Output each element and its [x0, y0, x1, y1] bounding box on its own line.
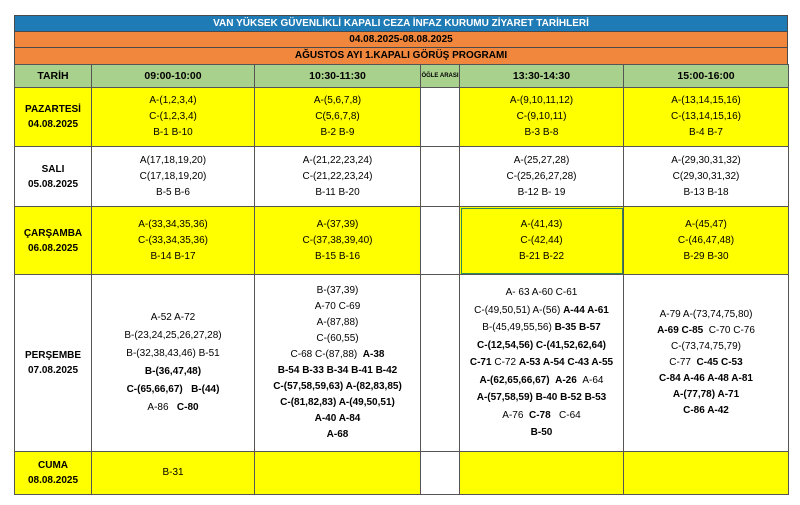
visit-schedule — [14, 15, 788, 495]
visit-group: C-(81,82,83) A-(49,50,51) — [280, 397, 395, 408]
visit-group: C(17,18,19,20) — [139, 170, 207, 182]
day-date: 04.08.2025 — [27, 119, 79, 130]
visit-group: C(29,30,31,32) — [672, 170, 740, 182]
day-date: 06.08.2025 — [27, 242, 79, 254]
slot-thursday-1 — [92, 275, 255, 452]
day-date: 05.08.2025 — [27, 178, 79, 190]
slot-monday-2 — [255, 88, 421, 147]
slot-thursday-2 — [255, 275, 421, 452]
slot-wednesday-2 — [255, 207, 421, 275]
visit-group: A-(9,10,11,12) — [509, 95, 574, 106]
day-tuesday — [15, 147, 92, 207]
visit-group: A- 63 A-60 C-61 — [505, 287, 578, 299]
visit-group: B-(32,38,43,46) B-51 — [126, 348, 220, 359]
slot-thursday-4 — [624, 275, 789, 452]
day-thursday — [15, 275, 92, 452]
visit-group: C-(46,47,48) — [677, 234, 735, 246]
visit-group: C-(12,54,56) C-(41,52,62,64) — [477, 339, 606, 351]
visit-group: A-79 A-(73,74,75,80) — [659, 309, 753, 320]
lunch-break-cell — [421, 88, 460, 147]
header-date: TARİH — [15, 65, 92, 88]
day-date: 08.08.2025 — [27, 475, 79, 486]
lunch-break-cell — [421, 147, 460, 207]
visit-group: B-54 B-33 B-34 B-41 B-42 — [277, 365, 398, 376]
visit-group: C-(37,38,39,40) — [302, 234, 373, 246]
header-slot-2: 10:30-11:30 — [255, 65, 421, 88]
visit-group: A-(5,6,7,8) — [313, 95, 362, 106]
slot-monday-1 — [92, 88, 255, 147]
slot-friday-4 — [624, 452, 789, 495]
visit-group: A-(77,78) A-71 — [672, 389, 740, 400]
visit-group: C-(73,74,75,79) — [670, 341, 742, 352]
visit-group: C-(21,22,23,24) — [302, 170, 373, 182]
visit-group: A-(62,65,66,67) — [479, 374, 550, 386]
visit-group: A-(29,30,31,32) — [671, 154, 741, 166]
lunch-break-cell — [421, 452, 460, 495]
slot-friday-2 — [255, 452, 421, 495]
row-tuesday — [15, 147, 789, 207]
header-lunch-break: ÖĞLE ARASI — [421, 65, 460, 88]
slot-friday-3 — [460, 452, 624, 495]
day-monday — [15, 88, 92, 147]
visit-group: B-1 B-10 — [153, 127, 193, 138]
slot-tuesday-2 — [255, 147, 421, 207]
visit-group: C-80 — [176, 402, 199, 413]
day-friday — [15, 452, 92, 495]
slot-thursday-3 — [460, 275, 624, 452]
visit-group: C-(42,44) — [520, 234, 563, 246]
visit-group: C-(33,34,35,36) — [137, 234, 209, 246]
slot-tuesday-3 — [460, 147, 624, 207]
visit-group: A-(37,39) — [316, 218, 359, 230]
visit-group: C-45 C-53 — [696, 357, 743, 368]
visit-group: A-76 — [502, 409, 524, 421]
day-wednesday — [15, 207, 92, 275]
header-slot-1: 09:00-10:00 — [92, 65, 255, 88]
visit-group: C-72 — [494, 357, 517, 369]
institution-title: VAN YÜKSEK GÜVENLİKLİ KAPALI CEZA İNFAZ KURUMU ZİYARET TARİHLERİ — [14, 15, 788, 31]
visit-group: C-(57,58,59,63) A-(82,83,85) — [273, 381, 402, 392]
visit-group: B-12 B- 19 — [517, 186, 566, 198]
visit-group: B-31 — [162, 467, 184, 478]
visit-group: A-(57,58,59) B-40 B-52 B-53 — [476, 392, 607, 404]
visit-group: B-35 B-57 — [554, 322, 601, 334]
day-date: 07.08.2025 — [27, 365, 79, 376]
visit-group: A-53 A-54 C-43 A-55 — [518, 357, 614, 369]
schedule-table — [14, 64, 789, 495]
date-range: 04.08.2025-08.08.2025 — [14, 31, 788, 47]
row-friday — [15, 452, 789, 495]
visit-group: B-(45,49,55,56) — [482, 322, 552, 334]
visit-group: A-44 A-61 — [563, 304, 609, 316]
lunch-break-cell — [421, 207, 460, 275]
visit-group: B-50 — [530, 427, 553, 439]
day-name: PAZARTESİ — [25, 104, 81, 115]
visit-group: A-69 C-85 — [657, 325, 704, 336]
visit-group: B-(23,24,25,26,27,28) — [124, 330, 222, 341]
slot-friday-1 — [92, 452, 255, 495]
visit-group: B-(44) — [191, 384, 220, 395]
day-name: PERŞEMBE — [24, 350, 82, 361]
visit-group: A-(87,88) — [316, 317, 359, 328]
visit-group: C-70 C-76 — [708, 325, 755, 336]
slot-wednesday-1 — [92, 207, 255, 275]
visit-group: C-64 — [559, 409, 581, 421]
visit-group: C-(25,26,27,28) — [506, 170, 577, 182]
header-slot-3: 13:30-14:30 — [460, 65, 624, 88]
visit-group: B-3 B-8 — [524, 127, 559, 138]
visit-group: B-14 B-17 — [150, 250, 196, 262]
visit-group: A(17,18,19,20) — [139, 154, 207, 166]
visit-group: C-86 A-42 — [683, 405, 729, 416]
visit-group: A-52 A-72 — [150, 312, 196, 323]
slot-tuesday-1 — [92, 147, 255, 207]
header-slot-4: 15:00-16:00 — [624, 65, 789, 88]
day-name: CUMA — [38, 460, 68, 471]
visit-group: A-(33,34,35,36) — [138, 218, 208, 230]
slot-wednesday-4 — [624, 207, 789, 275]
slot-tuesday-4 — [624, 147, 789, 207]
visit-group: B-5 B-6 — [156, 186, 190, 198]
visit-group: C-71 — [469, 357, 492, 369]
visit-group: B-(37,39) — [316, 285, 359, 296]
visit-group: C(5,6,7,8) — [315, 111, 360, 122]
day-name: ÇARŞAMBA — [23, 227, 83, 239]
visit-group: A-(45,47) — [685, 218, 727, 230]
visit-group: B-21 B-22 — [518, 250, 565, 262]
row-thursday — [15, 275, 789, 452]
visit-group: A-86 — [147, 402, 169, 413]
visit-group: C-(13,14,15,16) — [670, 111, 742, 122]
visit-group: A-(13,14,15,16) — [671, 95, 741, 106]
visit-group: A-(41,43) — [520, 218, 563, 230]
row-monday — [15, 88, 789, 147]
visit-group: B-2 B-9 — [320, 127, 355, 138]
day-name: SALI — [41, 163, 65, 175]
row-wednesday — [15, 207, 789, 275]
visit-group: C-68 C-(87,88) — [290, 349, 358, 360]
visit-group: A-(1,2,3,4) — [149, 95, 197, 106]
visit-group: B-15 B-16 — [314, 250, 361, 262]
visit-group: A-38 — [362, 349, 385, 360]
visit-group: A-70 C-69 — [314, 301, 361, 312]
visit-group: B-11 B-20 — [315, 186, 360, 198]
visit-group: A-64 — [582, 374, 604, 386]
slot-monday-3 — [460, 88, 624, 147]
visit-group: A-26 — [555, 374, 577, 386]
visit-group: B-(36,47,48) — [144, 366, 202, 377]
visit-group: B-29 B-30 — [683, 250, 729, 262]
visit-group: C-78 — [528, 409, 551, 421]
visit-group: C-(49,50,51) A-(56) — [474, 304, 561, 316]
visit-group: C-(9,10,11) — [516, 111, 567, 122]
visit-group: C-(1,2,3,4) — [149, 111, 197, 122]
program-title: AĞUSTOS AYI 1.KAPALI GÖRÜŞ PROGRAMI — [14, 47, 788, 64]
visit-group: C-77 — [669, 357, 691, 368]
visit-group: B-4 B-7 — [689, 127, 723, 138]
visit-group: C-84 A-46 A-48 A-81 — [659, 373, 753, 384]
visit-group: B-13 B-18 — [683, 186, 729, 198]
slot-monday-4 — [624, 88, 789, 147]
lunch-break-cell — [421, 275, 460, 452]
slot-wednesday-3[interactable] — [460, 207, 624, 275]
visit-group: A-(25,27,28) — [513, 154, 570, 166]
visit-group: C-(60,55) — [316, 333, 359, 344]
header-row — [15, 65, 789, 88]
visit-group: A-(21,22,23,24) — [302, 154, 373, 166]
visit-group: A-68 — [326, 429, 349, 440]
visit-group: C-(65,66,67) — [126, 384, 183, 395]
visit-group: A-40 A-84 — [314, 413, 361, 424]
